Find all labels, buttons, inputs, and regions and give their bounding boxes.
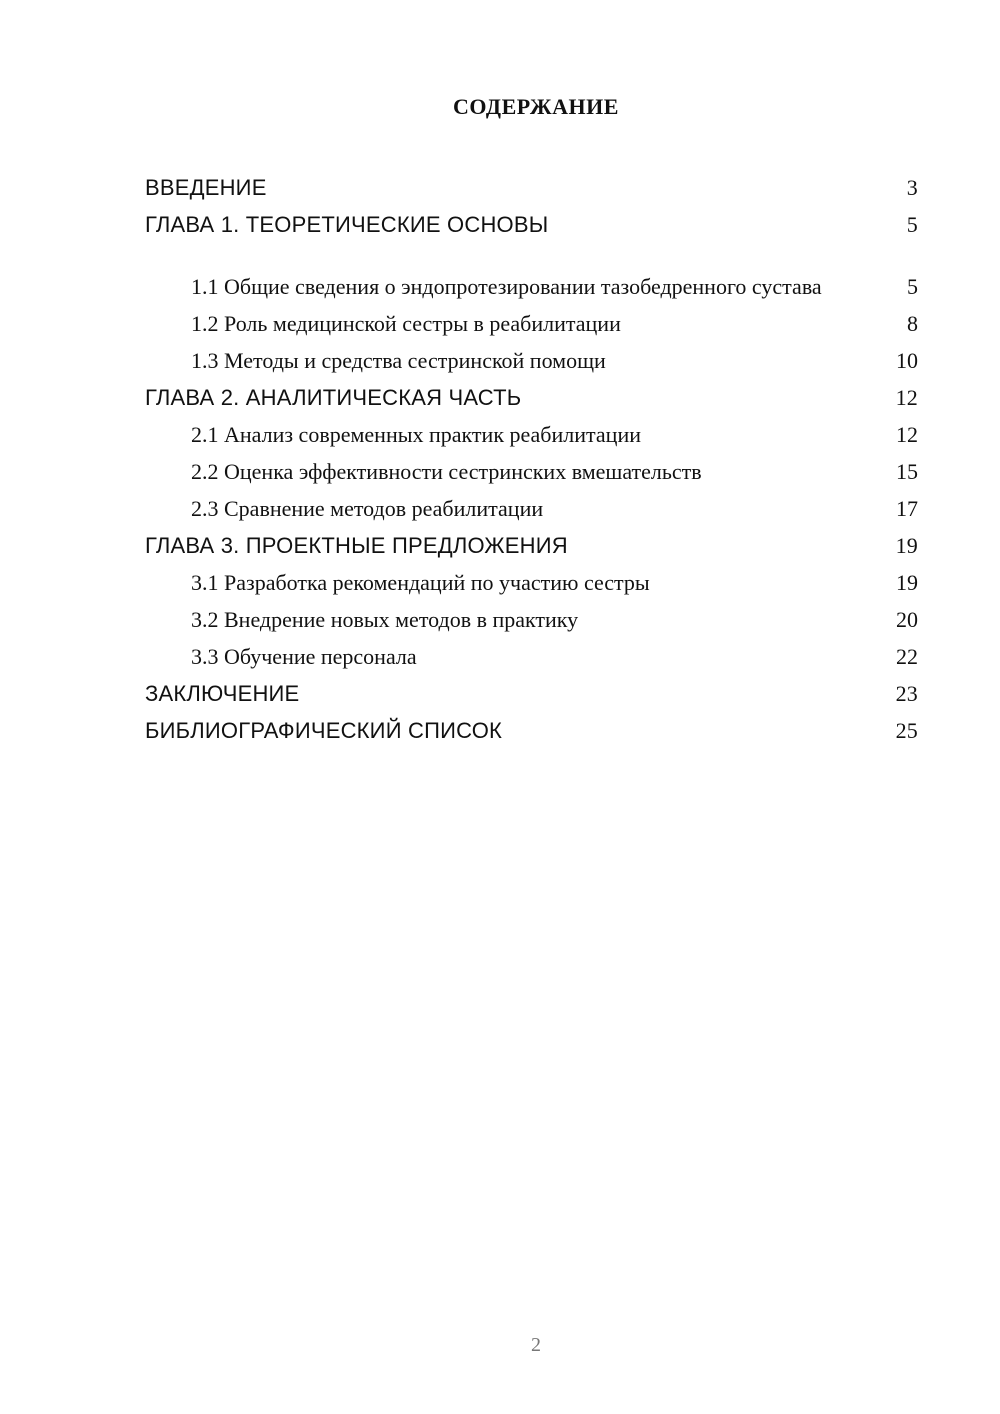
toc-entry-label: 1.1 Общие сведения о эндопротезировании тазобедренного сустава bbox=[191, 274, 822, 299]
page-number: 2 bbox=[531, 1334, 541, 1356]
toc-entry-page: 15 bbox=[896, 459, 918, 484]
toc-entry-page: 12 bbox=[896, 422, 918, 447]
toc-entry-page: 5 bbox=[906, 212, 918, 237]
toc-entry-section-3-3[interactable] bbox=[145, 637, 918, 674]
toc-entry-page: 12 bbox=[895, 385, 918, 410]
toc-entry-page: 17 bbox=[896, 496, 918, 521]
toc-entry-page: 23 bbox=[895, 681, 918, 706]
toc-entry-conclusion[interactable] bbox=[145, 674, 918, 711]
toc-entry-bibliography[interactable] bbox=[145, 711, 918, 748]
toc-entry-introduction[interactable] bbox=[145, 168, 918, 205]
toc-entry-label: 3.2 Внедрение новых методов в практику bbox=[191, 607, 579, 632]
toc-entry-page: 20 bbox=[896, 607, 918, 632]
toc-entry-page: 19 bbox=[896, 570, 918, 595]
toc-entry-section-2-1[interactable] bbox=[145, 415, 918, 452]
toc-entry-section-1-3[interactable] bbox=[145, 341, 918, 378]
toc-entry-page: 5 bbox=[907, 274, 918, 299]
toc-entry-label: 2.3 Сравнение методов реабилитации bbox=[191, 496, 544, 521]
toc-entry-section-1-2[interactable] bbox=[145, 304, 918, 341]
toc-entry-label: БИБЛИОГРАФИЧЕСКИЙ СПИСОК bbox=[145, 718, 503, 743]
toc-entry-section-3-1[interactable] bbox=[145, 563, 918, 600]
toc-entry-label: ВВЕДЕНИЕ bbox=[145, 175, 267, 200]
toc-entry-page: 8 bbox=[907, 311, 918, 336]
toc-entry-section-2-2[interactable] bbox=[145, 452, 918, 489]
toc-entry-label: 2.2 Оценка эффективности сестринских вмешательств bbox=[191, 459, 702, 484]
toc-entry-chapter-3[interactable] bbox=[145, 526, 918, 563]
toc-entry-chapter-2[interactable] bbox=[145, 378, 918, 415]
toc-entry-page: 19 bbox=[895, 533, 918, 558]
toc-entry-label: 1.3 Методы и средства сестринской помощи bbox=[191, 348, 606, 373]
toc-entry-section-1-1[interactable] bbox=[145, 242, 918, 304]
toc-entry-section-2-3[interactable] bbox=[145, 489, 918, 526]
toc-entry-page: 22 bbox=[896, 644, 918, 669]
page-title: СОДЕРЖАНИЕ bbox=[453, 94, 619, 119]
toc-entry-label: 1.2 Роль медицинской сестры в реабилитации bbox=[191, 311, 621, 336]
toc-entry-page: 10 bbox=[896, 348, 918, 373]
toc-entry-label: 3.3 Обучение персонала bbox=[191, 644, 417, 669]
toc-entry-chapter-1[interactable] bbox=[145, 205, 918, 242]
toc-entry-page: 25 bbox=[895, 718, 918, 743]
toc-entry-label: ГЛАВА 1. ТЕОРЕТИЧЕСКИЕ ОСНОВЫ bbox=[145, 212, 549, 237]
toc-entry-section-3-2[interactable] bbox=[145, 600, 918, 637]
toc-entry-label: ГЛАВА 3. ПРОЕКТНЫЕ ПРЕДЛОЖЕНИЯ bbox=[145, 533, 568, 558]
toc-entry-label: ГЛАВА 2. АНАЛИТИЧЕСКАЯ ЧАСТЬ bbox=[145, 385, 522, 410]
toc-entry-label: 2.1 Анализ современных практик реабилитации bbox=[191, 422, 641, 447]
toc-entry-label: ЗАКЛЮЧЕНИЕ bbox=[145, 681, 300, 706]
toc-entry-page: 3 bbox=[906, 175, 918, 200]
toc-entry-label: 3.1 Разработка рекомендаций по участию сестры bbox=[191, 570, 650, 595]
table-of-contents bbox=[145, 168, 918, 748]
